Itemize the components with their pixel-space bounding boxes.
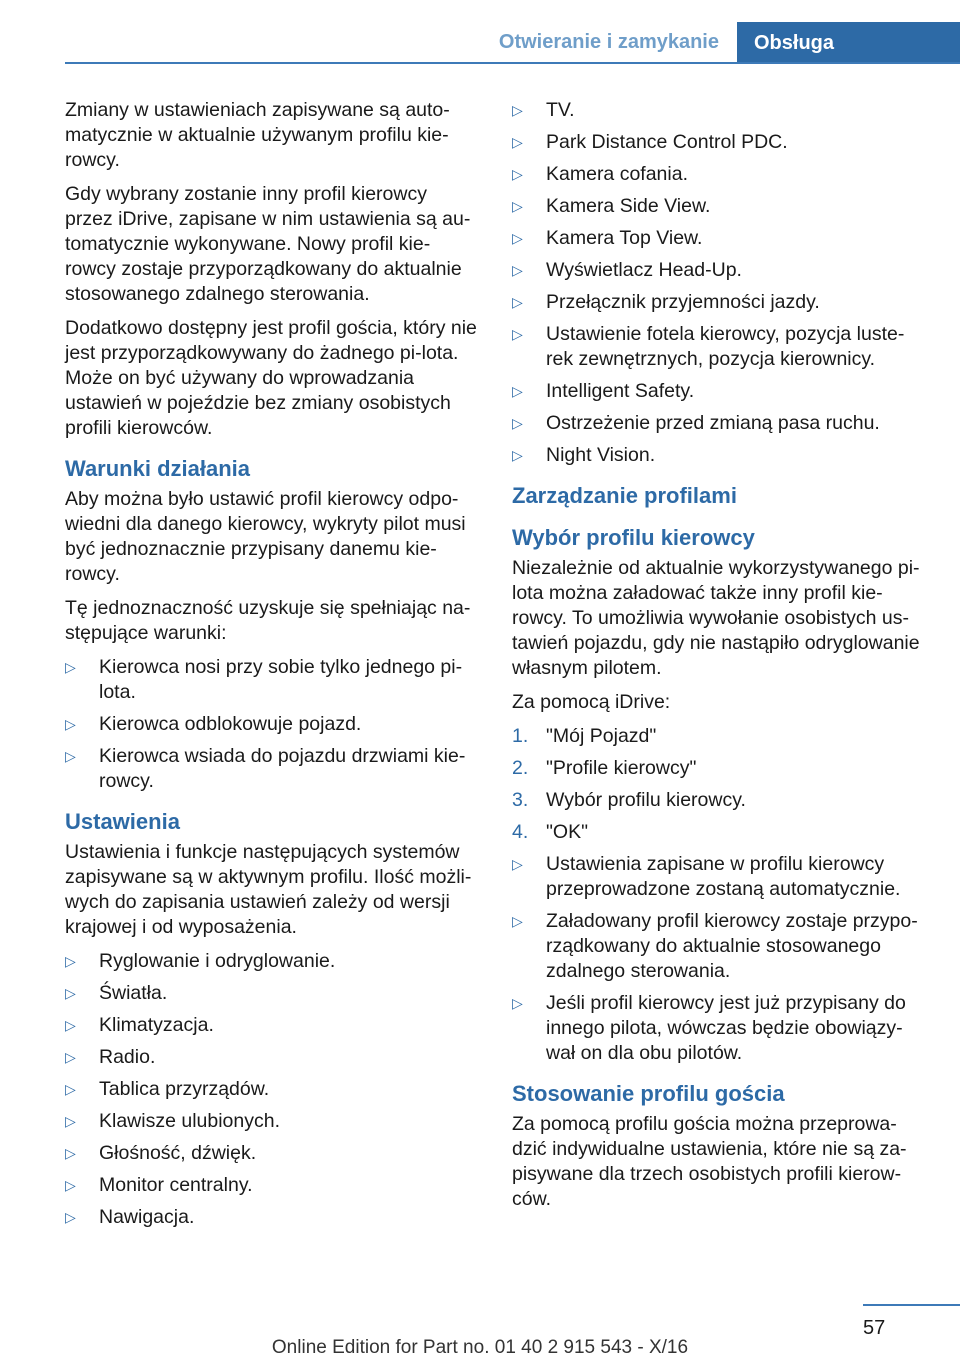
triangle-bullet-icon: ▷ <box>512 326 523 342</box>
edition-footer: Online Edition for Part no. 01 40 2 915 543 - X/16 <box>271 1337 689 1358</box>
header-section-title: Otwieranie i zamykanie <box>498 31 719 53</box>
left-column <box>65 98 477 1244</box>
settings-list-continued <box>512 98 930 468</box>
select-profile-heading: Wybór profilu kierowcy <box>512 525 755 550</box>
triangle-bullet-icon: ▷ <box>65 953 76 969</box>
list-item: ▷ Kierowca odblokowuje pojazd. <box>65 713 362 735</box>
intro-paragraph: Zmiany w ustawieniach zapisywane są auto-matycznie w aktualnie używanym profilu kie-rowcy. <box>65 99 450 171</box>
list-item: ▷ Intelligent Safety. <box>512 380 695 402</box>
footer-rule <box>863 1304 960 1306</box>
list-item: ▷ Załadowany profil kierowcy zostaje przypo-rządkowany do aktualnie stosowanego zdalnego sterowania. <box>512 910 918 982</box>
triangle-bullet-icon: ▷ <box>512 383 523 399</box>
list-item: ▷ Kamera cofania. <box>512 163 688 185</box>
triangle-bullet-icon: ▷ <box>512 262 523 278</box>
settings-paragraph: Ustawienia i funkcje następujących systemów zapisywane są w aktywnym profilu. Ilość możli-wych do zapisania ustawień zależy od wersji krajowej i od wyposażenia. <box>65 841 472 938</box>
triangle-bullet-icon: ▷ <box>512 913 523 929</box>
guest-profile-paragraph: Za pomocą profilu gościa można przeprowa-dzić indywidualne ustawienia, które nie są za-pisywane dla trzech osobistych profili kierow-ców. <box>512 1113 907 1210</box>
list-item: ▷ Światła. <box>65 982 168 1004</box>
triangle-bullet-icon: ▷ <box>65 985 76 1001</box>
settings-heading: Ustawienia <box>65 809 180 834</box>
list-item: ▷ TV. <box>512 99 575 121</box>
list-item: ▷ Monitor centralny. <box>65 1174 253 1196</box>
conditions-list <box>65 655 477 794</box>
triangle-bullet-icon: ▷ <box>512 294 523 310</box>
intro-paragraph: Gdy wybrany zostanie inny profil kierowcy przez iDrive, zapisane w nim ustawienia są au-tomatycznie wykonywane. Nowy profil kie-rowcy zostaje przyporządkowany do aktualnie stosowanego zdalnego sterowania. <box>65 183 471 305</box>
triangle-bullet-icon: ▷ <box>512 415 523 431</box>
triangle-bullet-icon: ▷ <box>65 1049 76 1065</box>
list-item: ▷ Nawigacja. <box>65 1206 195 1228</box>
triangle-bullet-icon: ▷ <box>512 166 523 182</box>
list-item: ▷ Ryglowanie i odryglowanie. <box>65 950 336 972</box>
triangle-bullet-icon: ▷ <box>65 716 76 732</box>
list-item: ▷ Ustawienie fotela kierowcy, pozycja luste-rek zewnętrznych, pozycja kierownicy. <box>512 323 905 370</box>
list-item: ▷ Głośność, dźwięk. <box>65 1142 257 1164</box>
select-notes-list <box>512 852 930 1066</box>
list-item: ▷ Klimatyzacja. <box>65 1014 214 1036</box>
intro-paragraph: Dodatkowo dostępny jest profil gościa, który nie jest przyporządkowywany do żadnego pi-lota. Może on być używany do wprowadzania ustawień w pojeździe bez zmiany osobistych profili kierowców. <box>65 317 477 439</box>
list-item: ▷ Radio. <box>65 1046 156 1068</box>
triangle-bullet-icon: ▷ <box>65 1113 76 1129</box>
header-rule <box>65 62 960 64</box>
steps-list <box>512 724 930 845</box>
triangle-bullet-icon: ▷ <box>65 1209 76 1225</box>
conditions-paragraph: Tę jednoznaczność uzyskuje się spełniając na-stępujące warunki: <box>65 597 471 644</box>
list-item: ▷ Kamera Side View. <box>512 195 711 217</box>
step-item: 1. "Mój Pojazd" <box>512 725 657 747</box>
list-item: ▷ Ustawienia zapisane w profilu kierowcy przeprowadzone zostaną automatycznie. <box>512 853 901 900</box>
triangle-bullet-icon: ▷ <box>65 1177 76 1193</box>
guest-profile-heading: Stosowanie profilu gościa <box>512 1081 785 1106</box>
step-item: 3. Wybór profilu kierowcy. <box>512 789 746 811</box>
conditions-heading: Warunki działania <box>65 456 251 481</box>
list-item: ▷ Jeśli profil kierowcy jest już przypisany do innego pilota, wówczas będzie obowiązy-wał on dla obu pilotów. <box>512 992 906 1064</box>
conditions-paragraph: Aby można było ustawić profil kierowcy odpo-wiedni dla danego kierowcy, wykryty pilot musi być jednoznacznie przypisany danemu kie-rowcy. <box>65 488 466 585</box>
triangle-bullet-icon: ▷ <box>65 748 76 764</box>
select-profile-paragraph: Niezależnie od aktualnie wykorzystywanego pi-lota można załadować także inny profil kie-rowcy. To umożliwia wywołanie osobistych us-tawień pojazdu, gdy nie nastąpiło odryglowanie własnym pilotem. <box>512 557 920 679</box>
list-item: ▷ Kierowca wsiada do pojazdu drzwiami kie-rowcy. <box>65 745 466 792</box>
list-item: ▷ Night Vision. <box>512 444 656 466</box>
triangle-bullet-icon: ▷ <box>65 1081 76 1097</box>
triangle-bullet-icon: ▷ <box>512 198 523 214</box>
triangle-bullet-icon: ▷ <box>65 659 76 675</box>
triangle-bullet-icon: ▷ <box>512 447 523 463</box>
list-item: ▷ Kierowca nosi przy sobie tylko jednego pi-lota. <box>65 656 463 703</box>
step-item: 2. "Profile kierowcy" <box>512 757 697 779</box>
profile-management-heading: Zarządzanie profilami <box>512 483 737 508</box>
list-item: ▷ Tablica przyrządów. <box>65 1078 270 1100</box>
step-item: 4. "OK" <box>512 821 589 843</box>
triangle-bullet-icon: ▷ <box>65 1017 76 1033</box>
right-column <box>512 98 930 1221</box>
header-chapter-tab: Obsługa <box>737 22 960 64</box>
triangle-bullet-icon: ▷ <box>512 995 523 1011</box>
triangle-bullet-icon: ▷ <box>512 856 523 872</box>
select-profile-paragraph: Za pomocą iDrive: <box>512 691 671 713</box>
triangle-bullet-icon: ▷ <box>65 1145 76 1161</box>
list-item: ▷ Wyświetlacz Head-Up. <box>512 259 742 281</box>
list-item: ▷ Ostrzeżenie przed zmianą pasa ruchu. <box>512 412 880 434</box>
triangle-bullet-icon: ▷ <box>512 230 523 246</box>
triangle-bullet-icon: ▷ <box>512 134 523 150</box>
triangle-bullet-icon: ▷ <box>512 102 523 118</box>
list-item: ▷ Klawisze ulubionych. <box>65 1110 281 1132</box>
list-item: ▷ Przełącznik przyjemności jazdy. <box>512 291 820 313</box>
page-number: 57 <box>863 1317 886 1339</box>
list-item: ▷ Kamera Top View. <box>512 227 703 249</box>
settings-list <box>65 949 477 1230</box>
list-item: ▷ Park Distance Control PDC. <box>512 131 788 153</box>
